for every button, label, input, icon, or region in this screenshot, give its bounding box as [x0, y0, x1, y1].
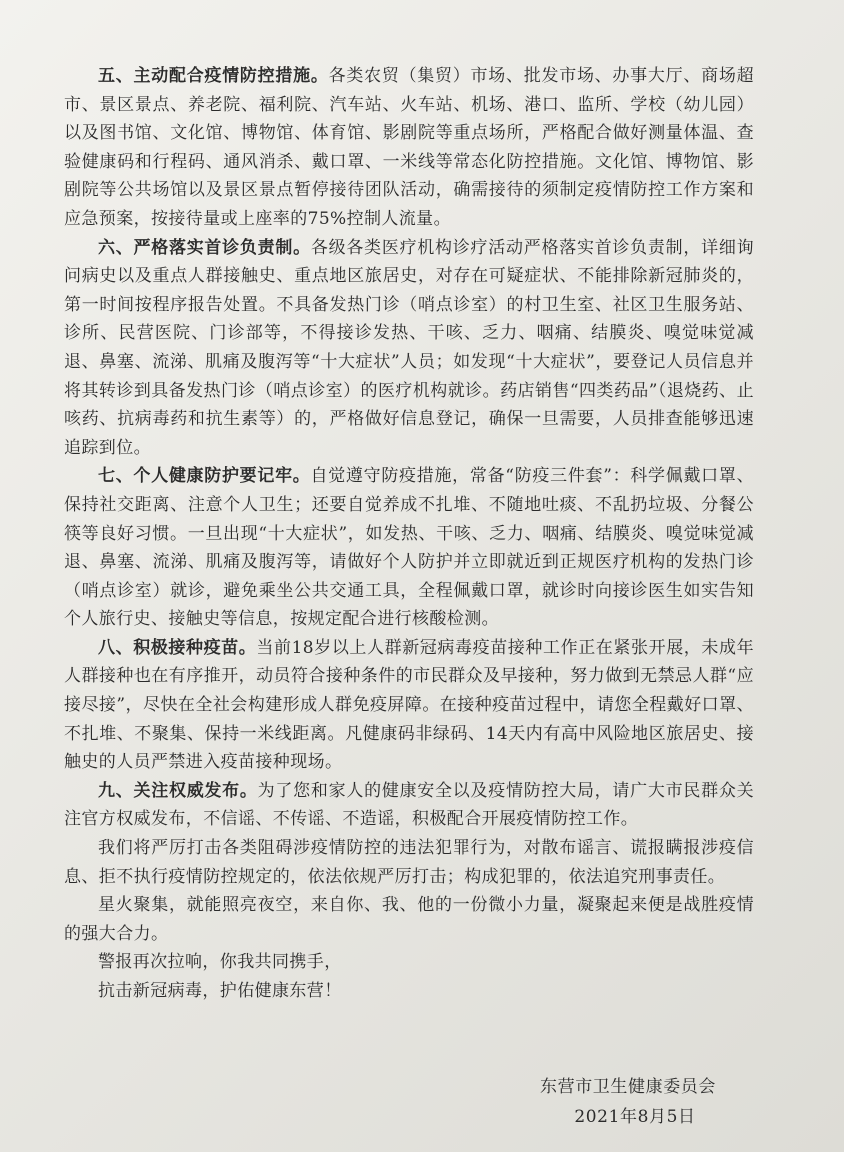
closing-line-1: 警报再次拉响，你我共同携手， [98, 952, 342, 973]
section-eight [64, 634, 754, 777]
section-seven [64, 462, 754, 634]
unity-paragraph: 星火聚集，就能照亮夜空，来自你、我、他的一份微小力量，凝聚起来便是战胜疫情的强大合力。 [64, 895, 754, 944]
section-nine [64, 777, 754, 834]
section-six [64, 234, 754, 463]
section-text: 各类农贸（集贸）市场、批发市场、办事大厅、商场超市、景区景点、养老院、福利院、汽车站、火车站、机场、港口、监所、学校（幼儿园）以及图书馆、文化馆、博物馆、体育馆、影剧院等重点场所，严格配合做好测量体温、查验健康码和行程码、通风消杀、戴口罩、一米线等常态化防控措施。文化馆、博物馆、影剧院等公共场馆以及景区景点暂停接待团队活动，确需接待的须制定疫情防控工作方案和应急预案，按接待量或上座率的75%控制人流量。 [64, 66, 754, 229]
section-text: 自觉遵守防疫措施，常备“防疫三件套”：科学佩戴口罩、保持社交距离、注意个人卫生；还要自觉养成不扎堆、不随地吐痰、不乱扔垃圾、分餐公筷等良好习惯。一旦出现“十大症状”，如发热、干咳、乏力、咽痛、结膜炎、嗅觉味觉减退、鼻塞、流涕、肌痛及腹泻等，请做好个人防护并立即就近到正规医疗机构的发热门诊（哨点诊室）就诊，避免乘坐公共交通工具，全程佩戴口罩，就诊时向接诊医生如实告知个人旅行史、接触史等信息，按规定配合进行核酸检测。 [64, 466, 754, 630]
crackdown-paragraph: 我们将严厉打击各类阻碍涉疫情防控的违法犯罪行为，对散布谣言、谎报瞒报涉疫信息、拒不执行疫情防控规定的，依法依规严厉打击；构成犯罪的，依法追究刑事责任。 [64, 838, 754, 887]
closing-line-2: 抗击新冠病毒，护佑健康东营！ [98, 981, 342, 1001]
section-heading: 六、严格落实首诊负责制。 [98, 237, 311, 258]
document-body [64, 62, 754, 1006]
section-heading: 九、关注权威发布。 [98, 780, 258, 801]
section-heading: 五、主动配合疫情防控措施。 [98, 66, 329, 86]
section-text: 各级各类医疗机构诊疗活动严格落实首诊负责制，详细询问病史以及重点人群接触史、重点地区旅居史，对存在可疑症状、不能排除新冠肺炎的，第一时间按程序报告处置。不具备发热门诊（哨点诊室）的村卫生室、社区卫生服务站、诊所、民营医院、门诊部等，不得接诊发热、干咳、乏力、咽痛、结膜炎、嗅觉味觉减退、鼻塞、流涕、肌痛及腹泻等“十大症状”人员；如发现“十大症状”，要登记人员信息并将其转诊到具备发热门诊（哨点诊室）的医疗机构就诊。药店销售“四类药品”（退烧药、止咳药、抗病毒药和抗生素等）的，严格做好信息登记，确保一旦需要，人员排查能够迅速追踪到位。 [64, 237, 754, 458]
section-five [64, 62, 754, 234]
issue-date: 2021年8月5日 [574, 1107, 696, 1127]
section-text: 为了您和家人的健康安全以及疫情防控大局，请广大市民群众关注官方权威发布，不信谣、不传谣、不造谣，积极配合开展疫情防控工作。 [64, 780, 754, 830]
issuing-organization: 东营市卫生健康委员会 [540, 1077, 716, 1097]
section-text: 当前18岁以上人群新冠病毒疫苗接种工作正在紧张开展，未成年人群接种也在有序推开，动员符合接种条件的市民群众及早接种，努力做到无禁忌人群“应接尽接”，尽快在全社会构建形成人群免疫屏障。在接种疫苗过程中，请您全程戴好口罩、不扎堆、不聚集、保持一米线距离。凡健康码非绿码、14天内有高中风险地区旅居史、接触史的人员严禁进入疫苗接种现场。 [64, 637, 754, 773]
section-heading: 八、积极接种疫苗。 [98, 637, 257, 658]
section-heading: 七、个人健康防护要记牢。 [98, 466, 311, 487]
signature-block [540, 1072, 716, 1132]
